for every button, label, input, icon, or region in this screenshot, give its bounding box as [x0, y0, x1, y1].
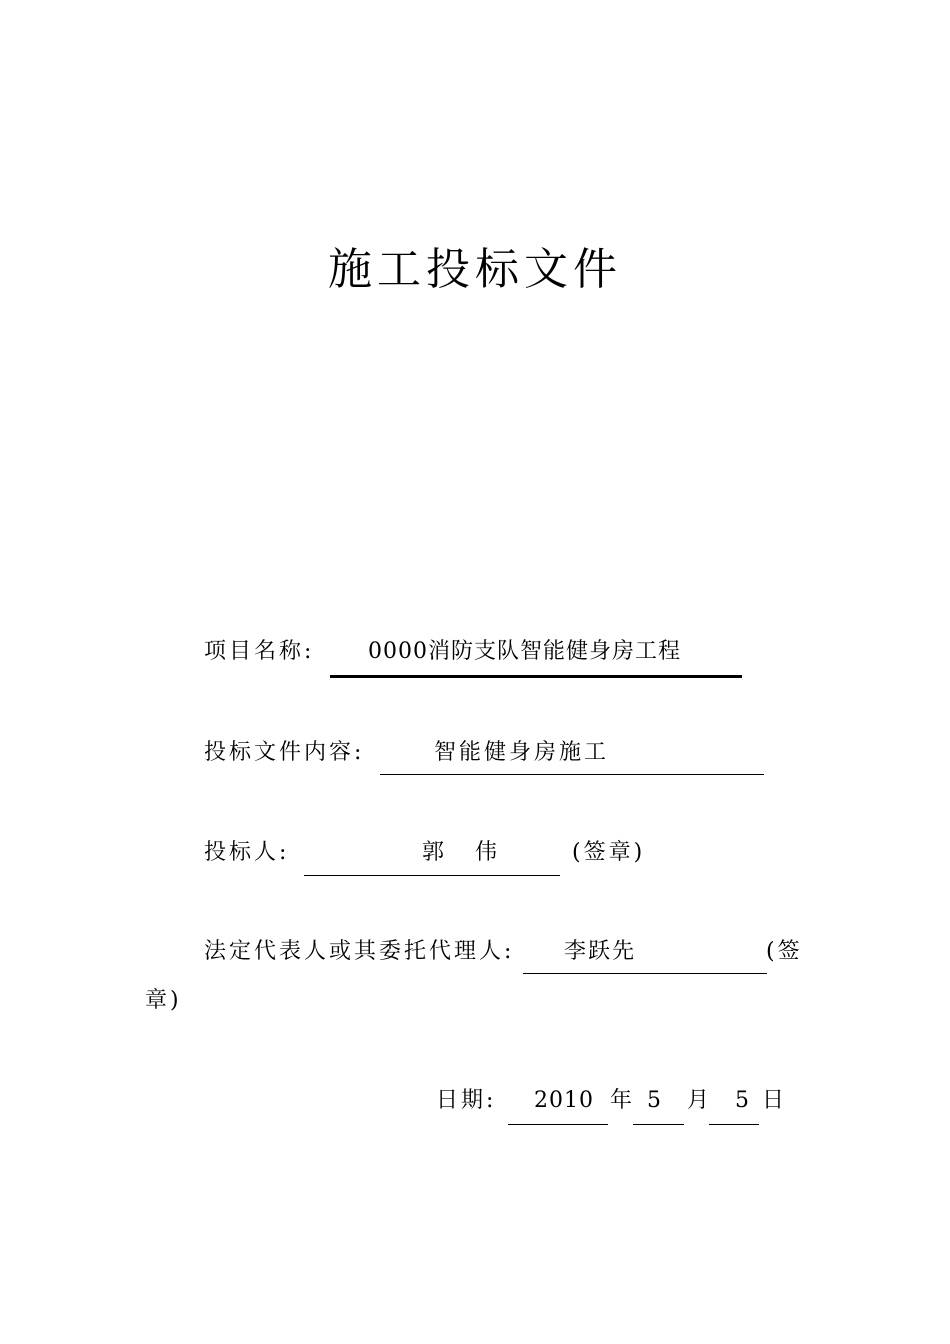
legal-rep-value: 李跃先 [564, 939, 637, 964]
bid-content-label: 投标文件内容: [204, 740, 365, 765]
document-title: 施工投标文件 [328, 244, 622, 295]
legal-rep-seal-note-end: 章) [145, 988, 182, 1013]
bid-content-underline [380, 774, 764, 775]
bidder-value: 郭 伟 [422, 840, 509, 865]
project-name-value: 0000消防支队智能健身房工程 [368, 639, 681, 664]
date-year-unit: 年 [610, 1088, 636, 1113]
bidder-underline [304, 875, 560, 876]
date-month-underline [633, 1124, 684, 1125]
date-month-unit: 月 [687, 1088, 713, 1113]
legal-rep-underline [523, 973, 767, 974]
bidder-label: 投标人: [204, 840, 290, 865]
date-month: 5 [647, 1088, 662, 1113]
date-year: 2010 [534, 1088, 594, 1113]
date-day-underline [709, 1124, 759, 1125]
legal-rep-seal-note-start: (签 [766, 939, 803, 964]
date-day: 5 [735, 1088, 750, 1113]
bidder-seal-note: (签章) [572, 840, 646, 865]
project-name-underline [330, 675, 742, 678]
bid-content-value: 智能健身房施工 [434, 740, 610, 765]
project-name-label: 项目名称: [204, 639, 315, 664]
date-year-underline [508, 1124, 608, 1125]
date-day-unit: 日 [762, 1088, 788, 1113]
date-label: 日期: [436, 1088, 497, 1113]
legal-rep-label: 法定代表人或其委托代理人: [204, 939, 515, 964]
